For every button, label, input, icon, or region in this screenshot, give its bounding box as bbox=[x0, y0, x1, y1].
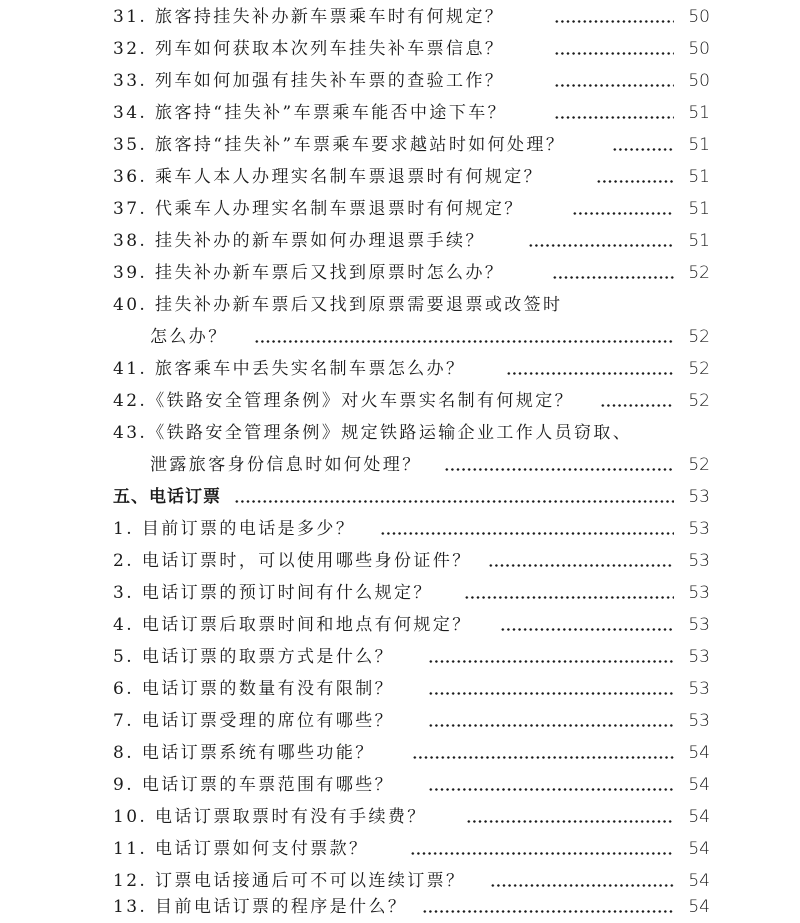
toc-page-number: 53 bbox=[688, 711, 710, 731]
toc-page-number: 52 bbox=[688, 263, 710, 283]
dot-leader bbox=[422, 891, 674, 923]
toc-entry-title: 39. 挂失补办新车票后又找到原票时怎么办？ bbox=[113, 263, 505, 283]
toc-entry bbox=[0, 577, 800, 609]
toc-page-number: 50 bbox=[688, 71, 710, 91]
toc-entry-title: 泄露旅客身份信息时如何处理？ bbox=[150, 455, 422, 475]
toc-entry-title: 42.《铁路安全管理条例》对火车票实名制有何规定？ bbox=[113, 391, 575, 411]
toc-page-number: 52 bbox=[688, 391, 710, 411]
toc-entry-title: 12. 订票电话接通后可不可以连续订票？ bbox=[113, 871, 466, 891]
toc-page-number: 50 bbox=[688, 7, 710, 27]
toc-entry-title: 37. 代乘车人办理实名制车票退票时有何规定？ bbox=[113, 199, 524, 219]
toc-page-number: 54 bbox=[688, 897, 710, 917]
dot-leader bbox=[428, 641, 674, 673]
toc-entry bbox=[0, 737, 800, 769]
toc-entry bbox=[0, 385, 800, 417]
toc-entry-title: 4. 电话订票后取票时间和地点有何规定？ bbox=[113, 615, 472, 635]
toc-page-number: 53 bbox=[688, 583, 710, 603]
toc-entry-title: 11. 电话订票如何支付票款？ bbox=[113, 839, 369, 859]
dot-leader bbox=[506, 353, 674, 385]
toc-entry bbox=[0, 65, 800, 97]
toc-entry-title: 41. 旅客乘车中丢失实名制车票怎么办？ bbox=[113, 359, 466, 379]
toc-entry bbox=[0, 417, 800, 449]
toc-page-number: 53 bbox=[688, 679, 710, 699]
toc-entry bbox=[0, 321, 800, 353]
toc-entry bbox=[0, 33, 800, 65]
toc-entry bbox=[0, 225, 800, 257]
toc-entry bbox=[0, 673, 800, 705]
toc-entry-title: 33. 列车如何加强有挂失补车票的查验工作？ bbox=[113, 71, 505, 91]
dot-leader bbox=[428, 705, 674, 737]
toc-entry-title: 8. 电话订票系统有哪些功能？ bbox=[113, 743, 375, 763]
toc-entry bbox=[0, 609, 800, 641]
dot-leader bbox=[380, 513, 674, 545]
dot-leader bbox=[554, 65, 674, 97]
toc-entry bbox=[0, 97, 800, 129]
dot-leader bbox=[488, 545, 674, 577]
toc-page-number: 50 bbox=[688, 39, 710, 59]
toc-page-number: 54 bbox=[688, 775, 710, 795]
toc-entry-title: 32. 列车如何获取本次列车挂失补车票信息？ bbox=[113, 39, 505, 59]
toc-entry bbox=[0, 289, 800, 321]
toc-entry bbox=[0, 161, 800, 193]
toc-entry bbox=[0, 801, 800, 833]
dot-leader bbox=[428, 673, 674, 705]
toc-page-number: 53 bbox=[688, 487, 710, 507]
dot-leader bbox=[596, 161, 674, 193]
dot-leader bbox=[428, 769, 674, 801]
dot-leader bbox=[572, 193, 674, 225]
toc-page-number: 52 bbox=[688, 359, 710, 379]
toc-page-number: 54 bbox=[688, 807, 710, 827]
toc-page-number: 51 bbox=[688, 199, 710, 219]
toc-entry-title: 40. 挂失补办新车票后又找到原票需要退票或改签时 bbox=[113, 295, 563, 315]
dot-leader bbox=[554, 33, 674, 65]
toc-page-number: 51 bbox=[688, 103, 710, 123]
toc-entry bbox=[0, 193, 800, 225]
toc-page-number: 53 bbox=[688, 519, 710, 539]
toc-page-number: 51 bbox=[688, 167, 710, 187]
toc-entry-title: 2. 电话订票时，可以使用哪些身份证件？ bbox=[113, 551, 472, 571]
toc-page-number: 54 bbox=[688, 743, 710, 763]
toc-entry-title: 10. 电话订票取票时有没有手续费？ bbox=[113, 807, 427, 827]
toc-entry-title: 3. 电话订票的预订时间有什么规定？ bbox=[113, 583, 433, 603]
toc-entry bbox=[0, 449, 800, 481]
dot-leader bbox=[554, 1, 674, 33]
toc-entry-title: 31. 旅客持挂失补办新车票乘车时有何规定？ bbox=[113, 7, 505, 27]
dot-leader bbox=[466, 801, 674, 833]
toc-entry bbox=[0, 353, 800, 385]
toc-page-number: 53 bbox=[688, 647, 710, 667]
toc-entry-title: 9. 电话订票的车票范围有哪些？ bbox=[113, 775, 395, 795]
dot-leader bbox=[528, 225, 674, 257]
toc-page-number: 54 bbox=[688, 871, 710, 891]
toc-entry bbox=[0, 129, 800, 161]
dot-leader bbox=[412, 737, 674, 769]
dot-leader bbox=[464, 577, 674, 609]
dot-leader bbox=[552, 257, 674, 289]
dot-leader bbox=[410, 833, 674, 865]
toc-entry bbox=[0, 545, 800, 577]
toc-entry-title: 36. 乘车人本人办理实名制车票退票时有何规定？ bbox=[113, 167, 544, 187]
toc-entry bbox=[0, 705, 800, 737]
toc-entry bbox=[0, 641, 800, 673]
toc-page-number: 52 bbox=[688, 455, 710, 475]
toc-entry-title: 7. 电话订票受理的席位有哪些？ bbox=[113, 711, 395, 731]
toc-entry-title: 43.《铁路安全管理条例》规定铁路运输企业工作人员窃取、 bbox=[113, 423, 633, 443]
toc-entry bbox=[0, 1, 800, 33]
toc-entry bbox=[0, 257, 800, 289]
toc-page-number: 51 bbox=[688, 231, 710, 251]
toc-page-number: 53 bbox=[688, 615, 710, 635]
toc-entry-title: 怎么办？ bbox=[150, 327, 228, 347]
dot-leader bbox=[500, 609, 674, 641]
toc-section-title: 五、电话订票 bbox=[113, 487, 221, 507]
dot-leader bbox=[612, 129, 674, 161]
toc-page-number: 51 bbox=[688, 135, 710, 155]
toc-entry bbox=[0, 769, 800, 801]
toc-entry-title: 34. 旅客持“挂失补”车票乘车能否中途下车？ bbox=[113, 103, 508, 123]
toc-entry-title: 5. 电话订票的取票方式是什么？ bbox=[113, 647, 395, 667]
dot-leader bbox=[554, 97, 674, 129]
toc-entry-title: 13. 目前电话订票的程序是什么？ bbox=[113, 897, 408, 917]
toc-entry-title: 6. 电话订票的数量有没有限制？ bbox=[113, 679, 395, 699]
dot-leader bbox=[254, 321, 674, 353]
dot-leader bbox=[234, 481, 674, 513]
toc-page-number: 52 bbox=[688, 327, 710, 347]
toc-section-heading bbox=[0, 481, 800, 513]
toc-entry bbox=[0, 833, 800, 865]
toc-entry-title: 35. 旅客持“挂失补”车票乘车要求越站时如何处理？ bbox=[113, 135, 566, 155]
toc-entry bbox=[0, 513, 800, 545]
toc-entry bbox=[0, 891, 800, 923]
dot-leader bbox=[444, 449, 674, 481]
toc-page-number: 53 bbox=[688, 551, 710, 571]
toc-page-number: 54 bbox=[688, 839, 710, 859]
toc-entry-title: 1. 目前订票的电话是多少？ bbox=[113, 519, 356, 539]
dot-leader bbox=[600, 385, 674, 417]
toc-entry-title: 38. 挂失补办的新车票如何办理退票手续？ bbox=[113, 231, 485, 251]
